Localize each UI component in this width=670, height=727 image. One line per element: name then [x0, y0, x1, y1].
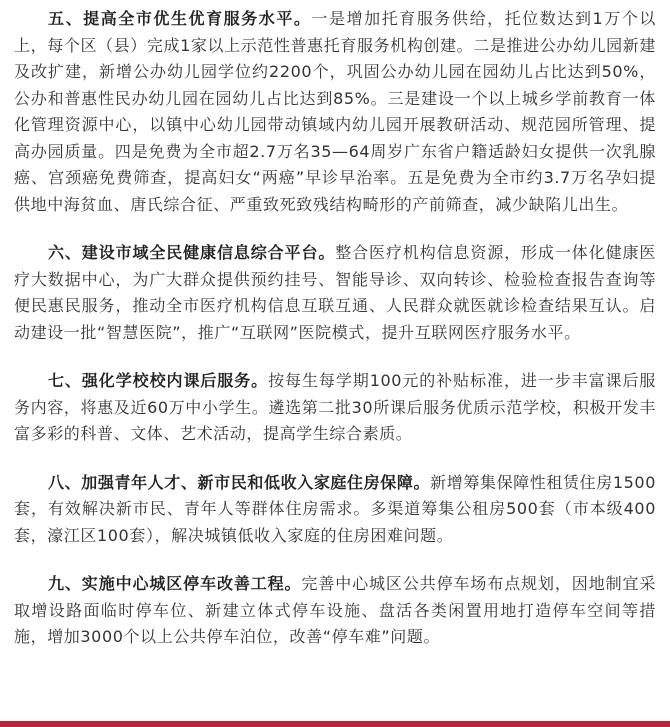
section-heading: 五、提高全市优生优育服务水平。: [48, 9, 312, 28]
section-body: 新增筹集保障性租赁住房1500套，有效解决新市民、青年人等群体住房需求。多渠道筹集公租房500套（市本级400套，濠江区100套），解决城镇低收入家庭的住房困难问题。: [14, 472, 656, 545]
section-5: [14, 6, 656, 218]
section-body: 一是增加托育服务供给，托位数达到1万个以上，每个区（县）完成1家以上示范性普惠托育服务机构创建。二是推进公办幼儿园新建及改扩建，新增公办幼儿园学位约2200个，巩固公办幼儿园在园幼儿占比达到50%，公办和普惠性民办幼儿园在园幼儿占比达到85%。三是建设一个以上城乡学前教育一体化管理资源中心，以镇中心幼儿园带动镇域内幼儿园开展教研活动、规范园所管理、提高办园质量。四是免费为全市超2.7万名35—64周岁广东省户籍适龄妇女提供一次乳腺癌、宫颈癌免费筛查，提高妇女“两癌”早诊早治率。五是免费为全市约3.7万名孕妇提供地中海贫血、唐氏综合征、严重致死致残结构畸形的产前筛查，减少缺陷儿出生。: [14, 9, 656, 214]
section-heading: 七、强化学校校内课后服务。: [48, 371, 269, 390]
section-7: [14, 368, 656, 448]
section-9: [14, 571, 656, 651]
section-body: 完善中心城区公共停车场布点规划，因地制宜采取增设路面临时停车位、新建立体式停车设施、盘活各类闲置用地打造停车空间等措施，增加3000个以上公共停车泊位，改善“停车难”问题。: [14, 574, 656, 646]
section-heading: 六、建设市域全民健康信息综合平台。: [48, 243, 336, 262]
section-heading: 九、实施中心城区停车改善工程。: [48, 574, 302, 593]
section-heading: 八、加强青年人才、新市民和低收入家庭住房保障。: [48, 472, 431, 492]
section-body: 整合医疗机构信息资源，形成一体化健康医疗大数据中心，为广大群众提供预约挂号、智能导诊、双向转诊、检验检查报告查询等便民惠民服务，推动全市医疗机构信息互联互通、人民群众就医就诊检查结果互认。启动建设一批“智慧医院”，推广“互联网”医院模式，提升互联网医疗服务水平。: [14, 243, 656, 342]
accent-bar: [0, 721, 670, 727]
section-body: 按每生每学期100元的补贴标准，进一步丰富课后服务内容，将惠及近60万中小学生。遴选第二批30所课后服务优质示范学校，积极开发丰富多彩的科普、文体、艺术活动，提高学生综合素质。: [14, 371, 656, 443]
section-8: [14, 470, 656, 550]
section-6: [14, 240, 656, 346]
